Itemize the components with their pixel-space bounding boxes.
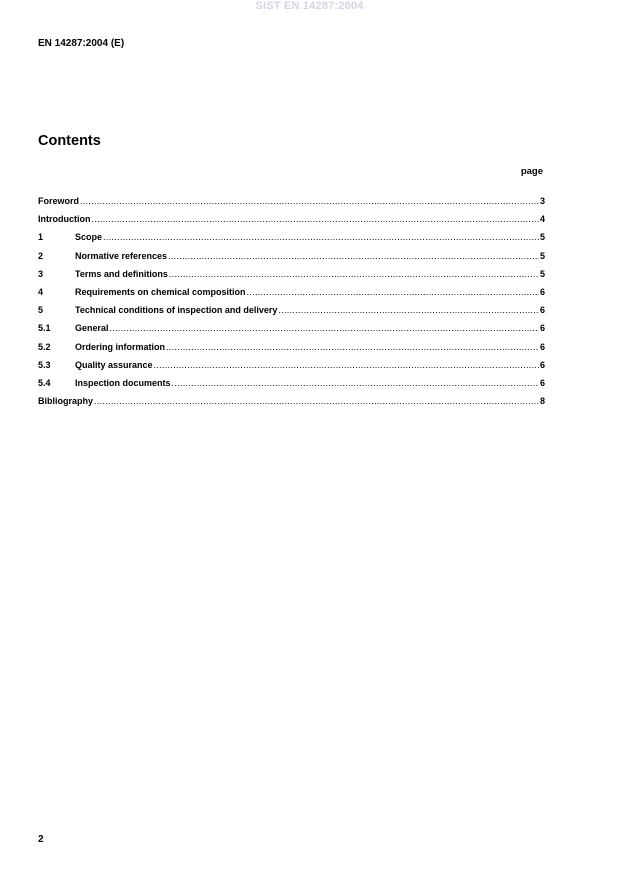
- toc-entry-page: 5: [539, 268, 545, 279]
- toc-entry-number: 5.3: [38, 359, 51, 370]
- table-of-contents: [38, 196, 545, 414]
- contents-heading: Contents: [38, 133, 101, 149]
- toc-entry-scope[interactable]: [38, 232, 545, 250]
- toc-entry-title: Terms and definitions: [75, 268, 168, 279]
- toc-entry-page: 6: [539, 359, 545, 370]
- toc-entry-page: 4: [539, 214, 545, 225]
- toc-entry-number: 1: [38, 232, 44, 243]
- toc-entry-title: General: [75, 323, 109, 334]
- toc-entry-number: 4: [38, 286, 44, 297]
- toc-entry-number: 3: [38, 268, 44, 279]
- toc-entry-title: Ordering information: [75, 341, 165, 352]
- dot-leader: [278, 305, 539, 315]
- dot-leader: [247, 287, 539, 297]
- toc-entry-title: Requirements on chemical composition: [75, 286, 246, 297]
- toc-entry-bibliography[interactable]: [38, 396, 545, 414]
- toc-entry-title: Inspection documents: [75, 377, 171, 388]
- toc-entry-number: 5.4: [38, 377, 51, 388]
- dot-leader: [103, 232, 539, 242]
- dot-leader: [110, 323, 539, 333]
- dot-leader: [154, 360, 539, 370]
- toc-entry-page: 6: [539, 377, 545, 388]
- toc-entry-terms-and-definitions[interactable]: [38, 269, 545, 287]
- toc-entry-chemical-composition[interactable]: [38, 287, 545, 305]
- dot-leader: [94, 396, 539, 406]
- page-column-label: page: [520, 166, 543, 177]
- toc-entry-page: 6: [539, 341, 545, 352]
- toc-entry-title: Technical conditions of inspection and delivery: [75, 305, 278, 316]
- dot-leader: [92, 214, 539, 224]
- toc-entry-page: 5: [539, 232, 545, 243]
- toc-entry-page: 5: [539, 250, 545, 261]
- toc-entry-inspection-documents[interactable]: [38, 378, 545, 396]
- toc-entry-page: 8: [539, 396, 545, 407]
- dot-leader: [172, 378, 539, 388]
- toc-entry-title: Scope: [75, 232, 103, 243]
- toc-entry-title: Normative references: [75, 250, 168, 261]
- dot-leader: [169, 269, 539, 279]
- document-identifier: EN 14287:2004 (E): [38, 38, 125, 49]
- toc-entry-ordering-information[interactable]: [38, 342, 545, 360]
- toc-entry-number: 5.2: [38, 341, 51, 352]
- toc-entry-page: 3: [539, 196, 545, 206]
- watermark: SIST EN 14287:2004: [255, 0, 364, 12]
- toc-entry-title: Quality assurance: [75, 359, 153, 370]
- toc-entry-foreword[interactable]: [38, 196, 545, 214]
- toc-entry-introduction[interactable]: [38, 214, 545, 232]
- toc-entry-number: 2: [38, 250, 44, 261]
- toc-entry-number: 5: [38, 305, 44, 316]
- page-number: 2: [38, 834, 44, 845]
- toc-entry-page: 6: [539, 323, 545, 334]
- toc-entry-technical-conditions[interactable]: [38, 305, 545, 323]
- dot-leader: [166, 342, 539, 352]
- toc-entry-general[interactable]: [38, 323, 545, 341]
- toc-entry-page: 6: [539, 305, 545, 316]
- dot-leader: [80, 196, 539, 206]
- toc-entry-number: 5.1: [38, 323, 51, 334]
- dot-leader: [168, 251, 539, 261]
- toc-entry-title: Bibliography: [38, 396, 94, 407]
- toc-entry-title: Introduction: [38, 214, 91, 225]
- toc-entry-title: Foreword: [38, 196, 80, 206]
- toc-entry-normative-references[interactable]: [38, 251, 545, 269]
- toc-entry-quality-assurance[interactable]: [38, 360, 545, 378]
- toc-entry-page: 6: [539, 286, 545, 297]
